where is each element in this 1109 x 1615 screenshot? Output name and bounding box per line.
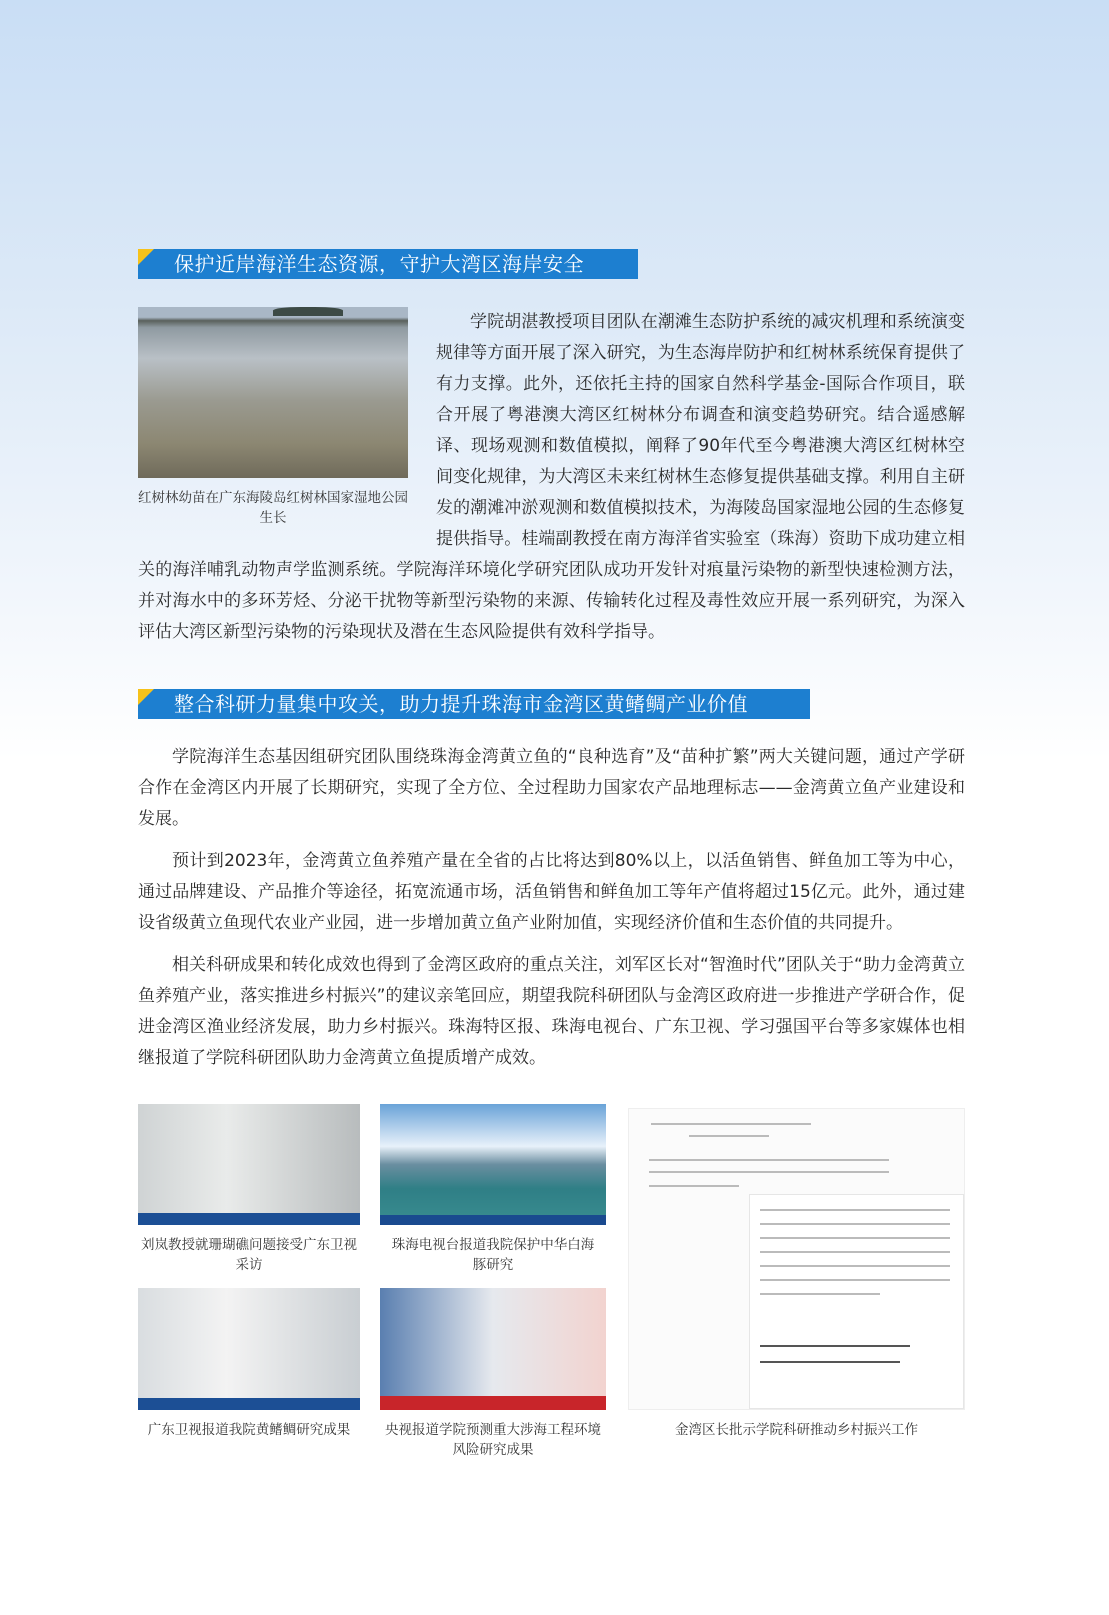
section1-paragraph: 学院胡湛教授项目团队在潮滩生态防护系统的减灾机理和系统演变规律等方面开展了深入研究，为生态海岸防护和红树林系统保育提供了有力支撑。此外，还依托主持的国家自然科学基金-国际合作项目，联合开展了粤港澳大湾区红树林分布调查和演变趋势研究。结合遥感解译、现场观测和数值模拟，阐释了90年代至今粤港澳大湾区红树林空间变化规律，为大湾区未来红树林生态修复提供基础支撑。利用自主研发的潮滩冲淤观测和数值模拟技术，为海陵岛国家湿地公园的生态修复提供指导。桂端副教授在南方海洋省实验室（珠海）资助下成功建立相关的海洋哺乳动物声学监测系统。学院海洋环境化学研究团队成功开发针对痕量污染物的新型快速检测方法，并对海水中的多环芳烃、分泌干扰物等新型污染物的来源、传输转化过程及毒性效应开展一系列研究，为深入评估大湾区新型污染物的污染现状及潜在生态风险提供有效科学指导。 xyxy=(138,312,965,642)
section-title-fishery: 整合科研力量集中攻关，助力提升珠海市金湾区黄鳍鲷产业价值 xyxy=(138,689,810,719)
lab-research-photo xyxy=(138,1288,360,1410)
dolphin-research-boat-photo xyxy=(380,1104,606,1225)
official-document-image xyxy=(628,1108,965,1410)
gallery-caption-4: 央视报道学院预测重大涉海工程环境风险研究成果 xyxy=(385,1422,601,1458)
section2-paragraph-3: 相关科研成果和转化成效也得到了金湾区政府的重点关注，刘军区长对“智渔时代”团队关于“助力金湾黄立鱼养殖产业，落实推进乡村振兴”的建议亲笔回应，期望我院科研团队与金湾区政府进一步推进产学研合作，促进金湾区渔业经济发展，助力乡村振兴。珠海特区报、珠海电视台、广东卫视、学习强国平台等多家媒体也相继报道了学院科研团队助力金湾黄立鱼提质增产成效。 xyxy=(138,955,965,1068)
tv-interview-photo xyxy=(138,1104,360,1225)
gallery-caption-5: 金湾区长批示学院科研推动乡村振兴工作 xyxy=(675,1422,918,1438)
mangrove-seedling-photo xyxy=(138,307,408,478)
section-title-coastal-ecology: 保护近岸海洋生态资源，守护大湾区海岸安全 xyxy=(138,249,638,279)
gallery-caption-1: 刘岚教授就珊瑚礁问题接受广东卫视采访 xyxy=(141,1237,357,1273)
section2-paragraph-1: 学院海洋生态基因组研究团队围绕珠海金湾黄立鱼的“良种选育”及“苗种扩繁”两大关键问题，通过产学研合作在金湾区内开展了长期研究，实现了全方位、全过程助力国家农产品地理标志——金湾黄立鱼产业建设和发展。 xyxy=(138,747,965,829)
section2-paragraph-2: 预计到2023年，金湾黄立鱼养殖产量在全省的占比将达到80%以上，以活鱼销售、鲜鱼加工等为中心，通过品牌建设、产品推介等途径，拓宽流通市场，活鱼销售和鲜鱼加工等年产值将超过15亿元。此外，通过建设省级黄立鱼现代农业产业园，进一步增加黄立鱼产业附加值，实现经济价值和生态价值的共同提升。 xyxy=(138,851,965,933)
gallery-caption-2: 珠海电视台报道我院保护中华白海豚研究 xyxy=(391,1237,595,1273)
mangrove-figure xyxy=(138,307,436,547)
section2-body xyxy=(138,742,965,1085)
section1-body xyxy=(138,307,965,648)
gallery-caption-3: 广东卫视报道我院黄鳍鲷研究成果 xyxy=(147,1422,351,1438)
cctv-report-photo xyxy=(380,1288,606,1410)
figure-caption: 红树林幼苗在广东海陵岛红树林国家湿地公园生长 xyxy=(138,490,408,526)
